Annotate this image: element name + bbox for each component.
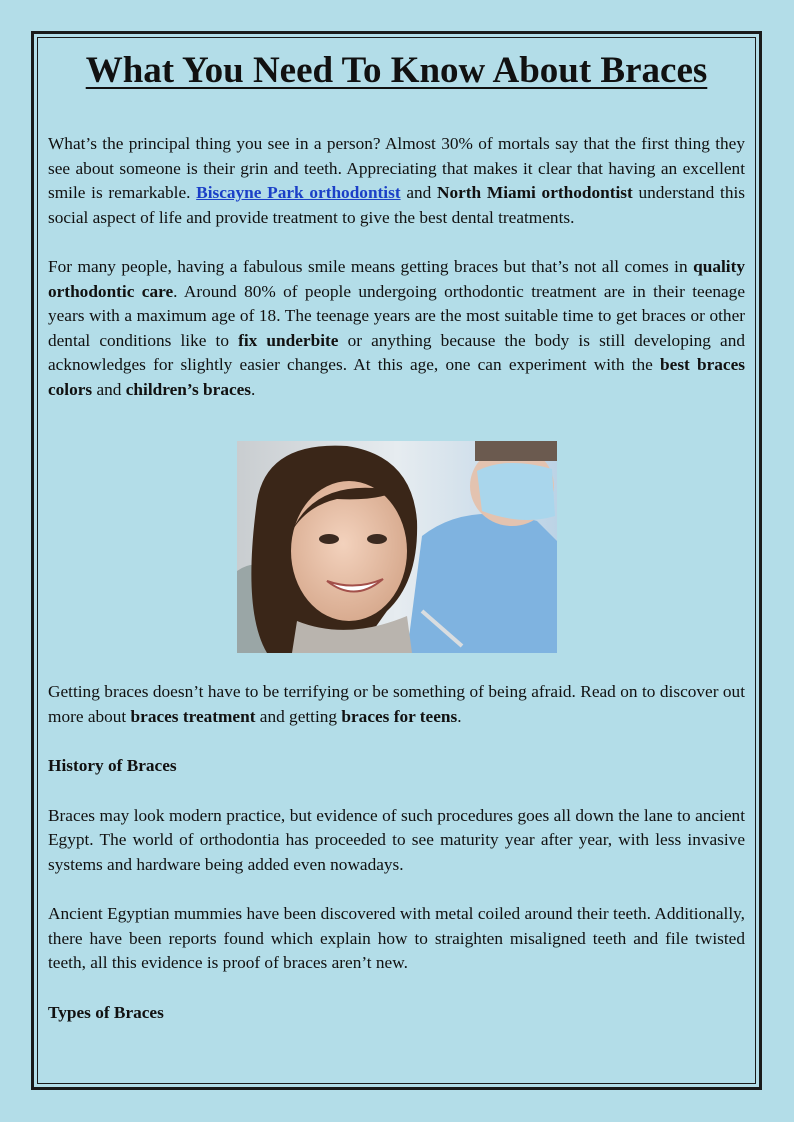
text-run: . Around 80% of people undergoing orthodontic treatment are in their teenage years with a maximum age of 18. The teenage years are the most suitable time to get braces or other dental conditions like to [48, 281, 745, 350]
page-title: What You Need To Know About Braces [85, 50, 708, 91]
text-run: and [92, 379, 126, 399]
text-run: understand this social aspect of life and provide treatment to give the best dental treatments. [48, 183, 746, 227]
section-heading-types: Types of Braces [48, 1002, 164, 1022]
text-run: For many people, having a fabulous smile means getting braces but that’s not all comes in [48, 257, 694, 276]
bold-term: best braces colors [48, 355, 745, 399]
dental-patient-photo [237, 441, 557, 653]
paragraph-braces-not-scary [48, 680, 745, 729]
bold-term: braces treatment [130, 706, 256, 726]
bold-term: fix underbite [238, 330, 339, 350]
bold-term: children’s braces [125, 379, 252, 399]
paragraph-egypt: Ancient Egyptian mummies have been discovered with metal coiled around their teeth. Additionally, there have been reports found which explain how to straighten misaligned teeth and file twisted teeth, all this evidence is proof of braces aren’t new. [48, 904, 745, 972]
bold-term: North Miami orthodontist [437, 183, 633, 202]
bold-term: braces for teens [341, 706, 458, 726]
paragraph-intro [48, 132, 745, 230]
text-run: . [251, 379, 256, 399]
biscayne-park-orthodontist-link[interactable]: Biscayne Park orthodontist [196, 183, 401, 202]
paragraph-history: Braces may look modern practice, but evidence of such procedures goes all down the lane to ancient Egypt. The world of orthodontia has proceeded to see maturity year after year, with less invasive systems and hardware being added even nowadays. [48, 805, 745, 874]
section-heading-history: History of Braces [48, 756, 177, 775]
text-run: Getting braces doesn’t have to be terrifying or be something of being afraid. Read on to discover out more about [48, 682, 745, 726]
text-run: or anything because the body is still developing and acknowledges for slightly easier changes. At this age, one can experiment with the [48, 330, 746, 374]
text-run: What’s the principal thing you see in a person? Almost 30% of mortals say that the first thing they see about someone is their grin and teeth. Appreciating that makes it clear that having an excellent smile is remarkable. [48, 134, 745, 202]
text-run: . [457, 706, 462, 726]
paragraph-teen-braces [48, 255, 745, 402]
text-run: and getting [255, 706, 342, 726]
photo-container [48, 441, 745, 653]
bold-term: quality orthodontic care [48, 257, 745, 301]
text-run: and [400, 183, 437, 202]
document-body [48, 46, 745, 1025]
